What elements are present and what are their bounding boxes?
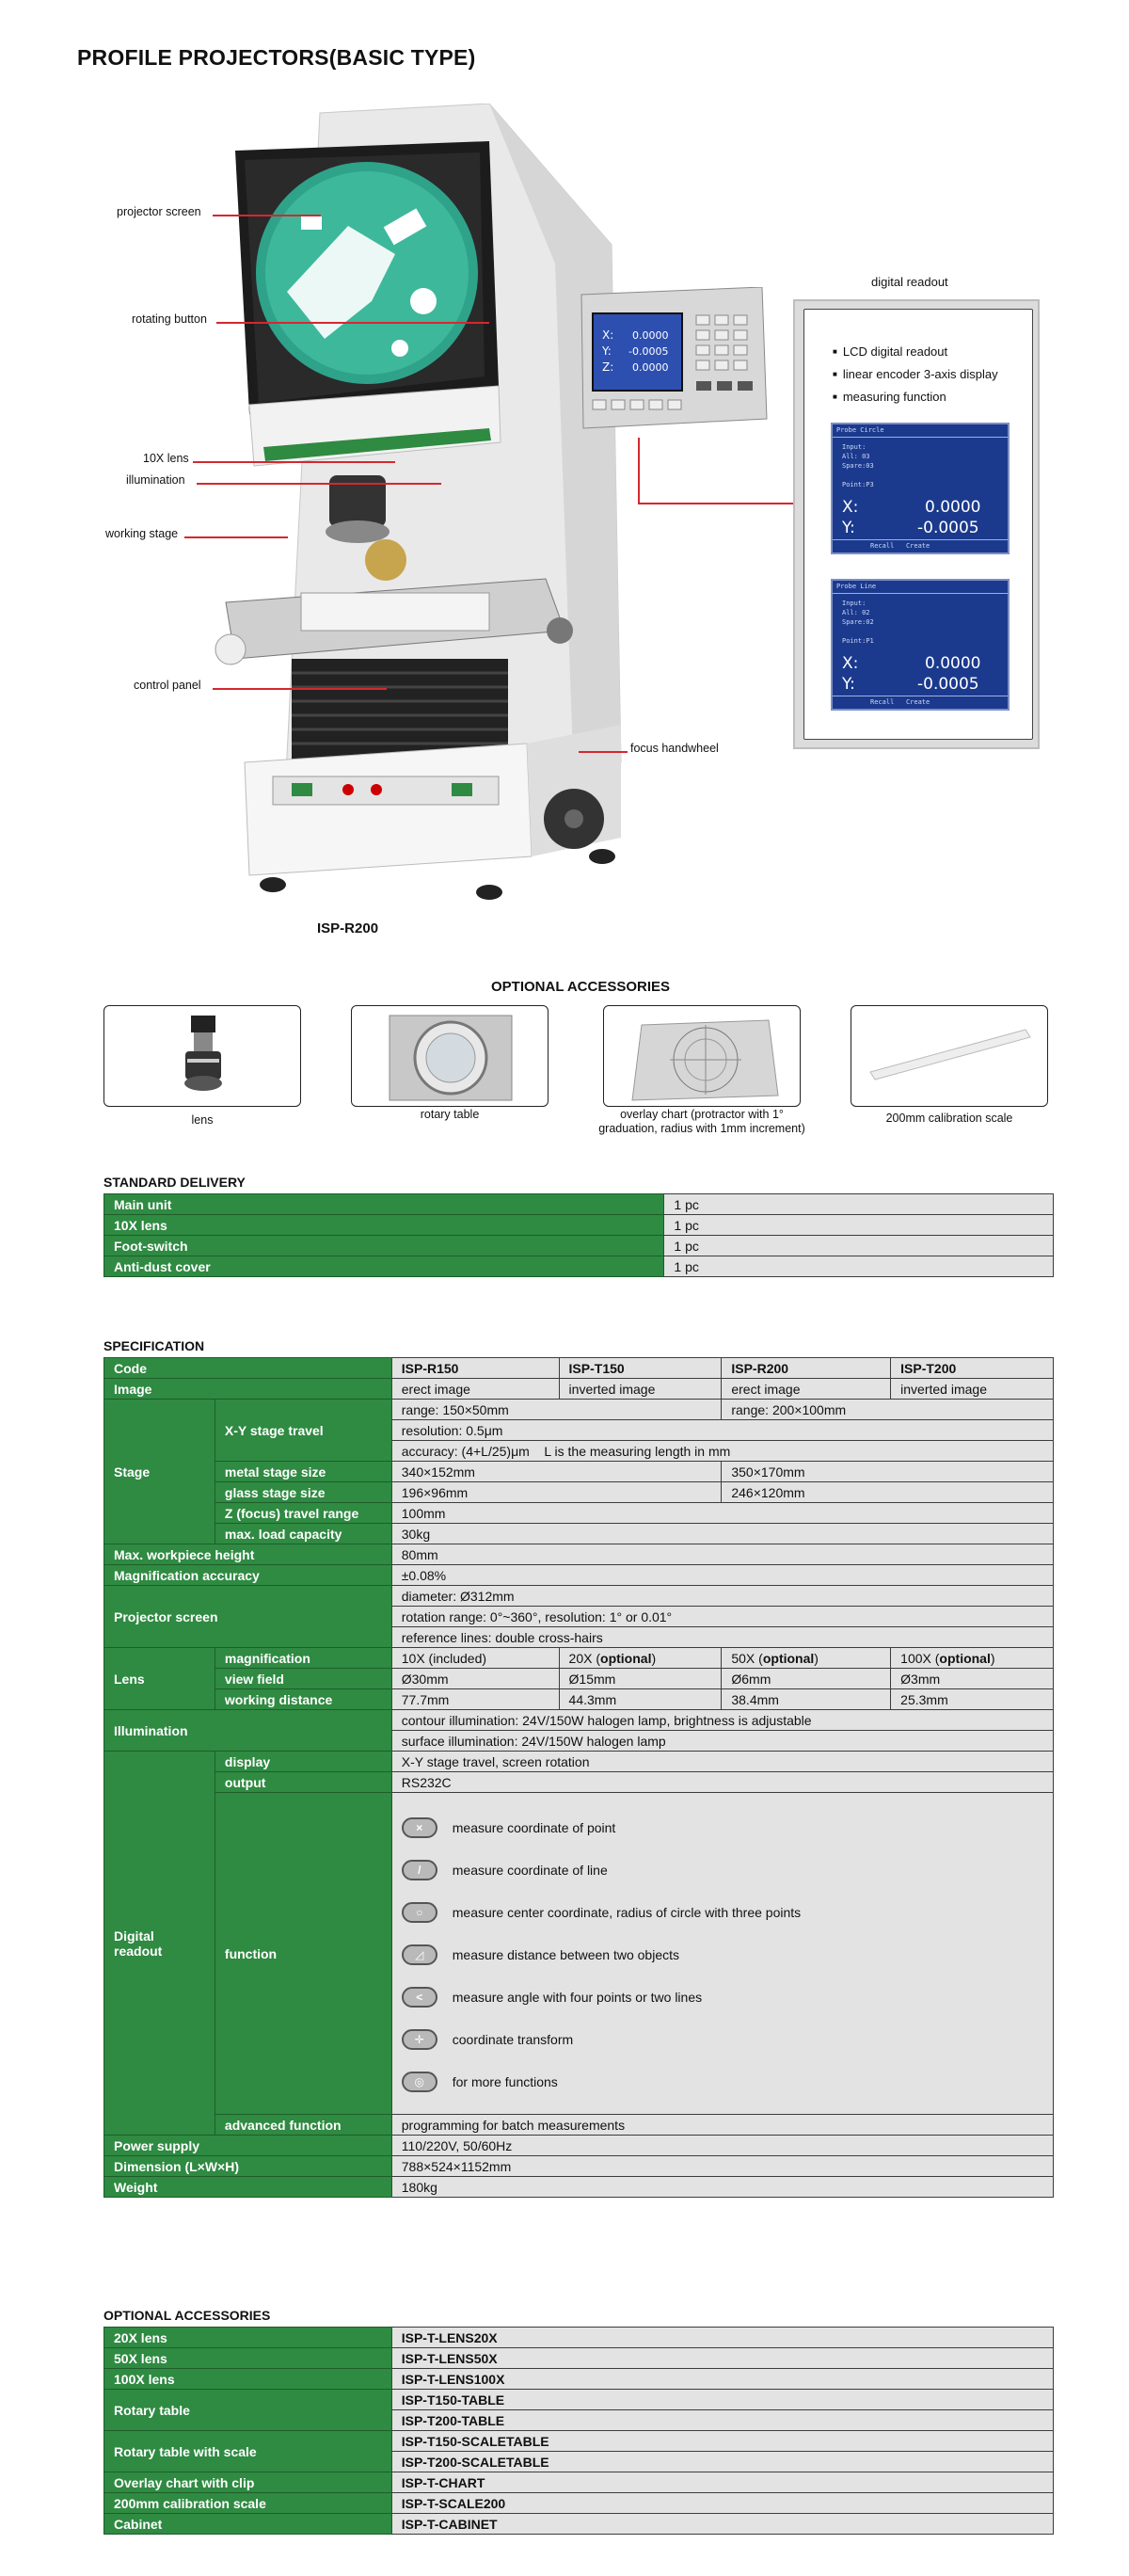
table-row: advanced function programming for batch measurements bbox=[104, 2115, 1054, 2136]
table-row: Digital readout display X-Y stage travel, screen rotation bbox=[104, 1752, 1054, 1772]
table-row: resolution: 0.5μm bbox=[104, 1420, 1054, 1441]
lcd-y-row: Y: -0.0005 bbox=[842, 519, 979, 537]
accessory-caption: overlay chart (protractor with 1° graduation, radius with 1mm increment) bbox=[598, 1108, 805, 1135]
accessory-overlay-chart bbox=[603, 1005, 801, 1107]
table-row: Power supply 110/220V, 50/60Hz bbox=[104, 2136, 1054, 2156]
table-row: rotation range: 0°~360°, resolution: 1° or 0.01° bbox=[104, 1607, 1054, 1627]
function-item: ○ measure center coordinate, radius of circle with three points bbox=[402, 1891, 1053, 1933]
accessory-caption: rotary table bbox=[420, 1108, 480, 1121]
callout-working-stage: working stage bbox=[105, 527, 179, 540]
table-row: max. load capacity 30kg bbox=[104, 1524, 1054, 1544]
table-row: ISP-T200-SCALETABLE bbox=[104, 2452, 1054, 2472]
digital-readout-title: digital readout bbox=[871, 275, 948, 289]
readout-feature: ■ LCD digital readout bbox=[833, 342, 998, 364]
function-item: × measure coordinate of point bbox=[402, 1806, 1053, 1848]
angle-icon: < bbox=[402, 1987, 437, 2008]
callout-projector-screen: projector screen bbox=[117, 205, 201, 218]
point-icon: × bbox=[402, 1817, 437, 1838]
svg-text:Z:: Z: bbox=[602, 360, 614, 374]
table-row: Cabinet ISP-T-CABINET bbox=[104, 2514, 1054, 2535]
optional-accessories-table bbox=[103, 2327, 1054, 2535]
table-row: view field Ø30mm Ø15mm Ø6mm Ø3mm bbox=[104, 1669, 1054, 1689]
table-row: 200mm calibration scale ISP-T-SCALE200 bbox=[104, 2493, 1054, 2514]
table-row: reference lines: double cross-hairs bbox=[104, 1627, 1054, 1648]
svg-text:Y:: Y: bbox=[602, 344, 612, 358]
profile-projector-illustration bbox=[207, 104, 790, 922]
table-row: Z (focus) travel range 100mm bbox=[104, 1503, 1054, 1524]
distance-icon: ◿ bbox=[402, 1944, 437, 1965]
function-item: ◎ for more functions bbox=[402, 2060, 1053, 2103]
callout-illumination: illumination bbox=[126, 473, 185, 487]
table-row: Anti-dust cover 1 pc bbox=[104, 1256, 1054, 1277]
calibration-scale-image bbox=[851, 1006, 1048, 1107]
table-row: Weight 180kg bbox=[104, 2177, 1054, 2198]
optional-accessories-table-title: OPTIONAL ACCESSORIES bbox=[103, 2308, 271, 2323]
digital-readout-panel bbox=[793, 299, 1040, 749]
table-row: Illumination contour illumination: 24V/150W halogen lamp, brightness is adjustable bbox=[104, 1710, 1054, 1731]
table-row: Overlay chart with clip ISP-T-CHART bbox=[104, 2472, 1054, 2493]
digital-readout-card bbox=[803, 309, 1033, 740]
table-row: output RS232C bbox=[104, 1772, 1054, 1793]
overlay-chart-image bbox=[604, 1006, 801, 1107]
table-row: ISP-T200-TABLE bbox=[104, 2410, 1054, 2431]
rotary-table-image bbox=[352, 1006, 549, 1107]
table-row: Stage X-Y stage travel range: 150×50mm range: 200×100mm bbox=[104, 1400, 1054, 1420]
table-row: Max. workpiece height 80mm bbox=[104, 1544, 1054, 1565]
lcd-screen-circle: Probe Circle Input: All: 03 Spare:03 Point:P3 X: 0.0000 Y: -0.0005 Recall Create bbox=[831, 423, 1010, 554]
table-row: accuracy: (4+L/25)μm L is the measuring length in mm bbox=[104, 1441, 1054, 1462]
table-row: Rotary table ISP-T150-TABLE bbox=[104, 2390, 1054, 2410]
transform-icon: ✛ bbox=[402, 2029, 437, 2050]
table-row: Image erect image inverted image erect image inverted image bbox=[104, 1379, 1054, 1400]
callout-10x-lens: 10X lens bbox=[143, 452, 189, 465]
table-row: 10X lens 1 pc bbox=[104, 1215, 1054, 1236]
callout-focus-handwheel: focus handwheel bbox=[630, 742, 719, 755]
table-row: Foot-switch 1 pc bbox=[104, 1236, 1054, 1256]
table-row: glass stage size 196×96mm 246×120mm bbox=[104, 1482, 1054, 1503]
circle-icon: ○ bbox=[402, 1902, 437, 1923]
specification-table bbox=[103, 1357, 1054, 2198]
table-row: 20X lens ISP-T-LENS20X bbox=[104, 2328, 1054, 2348]
standard-delivery-table bbox=[103, 1193, 1054, 1277]
lcd-y-row: Y: -0.0005 bbox=[842, 675, 979, 694]
callout-rotating-button: rotating button bbox=[132, 312, 207, 326]
readout-feature: ■ measuring function bbox=[833, 387, 998, 409]
specification-title: SPECIFICATION bbox=[103, 1338, 205, 1353]
function-item: ◿ measure distance between two objects bbox=[402, 1933, 1053, 1976]
table-row: Lens magnification 10X (included) 20X (optional) 50X (optional) 100X (optional) bbox=[104, 1648, 1054, 1669]
table-row: Rotary table with scale ISP-T150-SCALETABLE bbox=[104, 2431, 1054, 2452]
lcd-header: Probe Line bbox=[833, 581, 1008, 594]
accessory-rotary-table bbox=[351, 1005, 549, 1107]
table-row: 50X lens ISP-T-LENS50X bbox=[104, 2348, 1054, 2369]
function-item: ✛ coordinate transform bbox=[402, 2018, 1053, 2060]
table-row: Projector screen diameter: Ø312mm bbox=[104, 1586, 1054, 1607]
standard-delivery-title: STANDARD DELIVERY bbox=[103, 1175, 246, 1190]
lcd-x-row: X: 0.0000 bbox=[842, 498, 981, 517]
more-icon: ◎ bbox=[402, 2072, 437, 2092]
table-row: Code ISP-R150 ISP-T150 ISP-R200 ISP-T200 bbox=[104, 1358, 1054, 1379]
table-row: working distance 77.7mm 44.3mm 38.4mm 25.3mm bbox=[104, 1689, 1054, 1710]
table-row: Magnification accuracy ±0.08% bbox=[104, 1565, 1054, 1586]
readout-feature: ■ linear encoder 3-axis display bbox=[833, 364, 998, 387]
lcd-header: Probe Circle bbox=[833, 424, 1008, 438]
model-label: ISP-R200 bbox=[317, 920, 379, 936]
function-list bbox=[392, 1793, 1053, 2103]
callout-control-panel: control panel bbox=[134, 679, 201, 692]
table-row: function × measure coordinate of point / measure coordinate of line ○ measure center coordinate, radius of circle with three points ◿ measure distance between two objects < measure angle with four points or two lines ✛ coordinate transform ◎ for more functions bbox=[104, 1793, 1054, 2115]
table-row: surface illumination: 24V/150W halogen lamp bbox=[104, 1731, 1054, 1752]
accessory-caption: 200mm calibration scale bbox=[885, 1112, 1013, 1125]
line-icon: / bbox=[402, 1860, 437, 1880]
accessory-lens bbox=[103, 1005, 301, 1107]
page-title: PROFILE PROJECTORS(BASIC TYPE) bbox=[77, 45, 476, 70]
device-x-reading: 0.0000 bbox=[632, 329, 669, 342]
table-row: Main unit 1 pc bbox=[104, 1194, 1054, 1215]
digital-readout-device bbox=[574, 287, 771, 438]
lcd-screen-line: Probe Line Input: All: 02 Spare:02 Point:P1 X: 0.0000 Y: -0.0005 Recall Create bbox=[831, 579, 1010, 711]
function-item: / measure coordinate of line bbox=[402, 1848, 1053, 1891]
lcd-x-row: X: 0.0000 bbox=[842, 654, 981, 673]
table-row: 100X lens ISP-T-LENS100X bbox=[104, 2369, 1054, 2390]
table-row: Dimension (L×W×H) 788×524×1152mm bbox=[104, 2156, 1054, 2177]
accessory-calibration-scale bbox=[851, 1005, 1048, 1107]
readout-features bbox=[833, 342, 998, 409]
device-y-reading: -0.0005 bbox=[628, 345, 669, 358]
table-row: metal stage size 340×152mm 350×170mm bbox=[104, 1462, 1054, 1482]
function-item: < measure angle with four points or two lines bbox=[402, 1976, 1053, 2018]
accessory-caption: lens bbox=[191, 1113, 214, 1127]
optional-accessories-heading: OPTIONAL ACCESSORIES bbox=[491, 979, 671, 995]
lens-image bbox=[104, 1006, 301, 1107]
svg-text:X:: X: bbox=[602, 328, 614, 342]
device-z-reading: 0.0000 bbox=[632, 361, 669, 374]
